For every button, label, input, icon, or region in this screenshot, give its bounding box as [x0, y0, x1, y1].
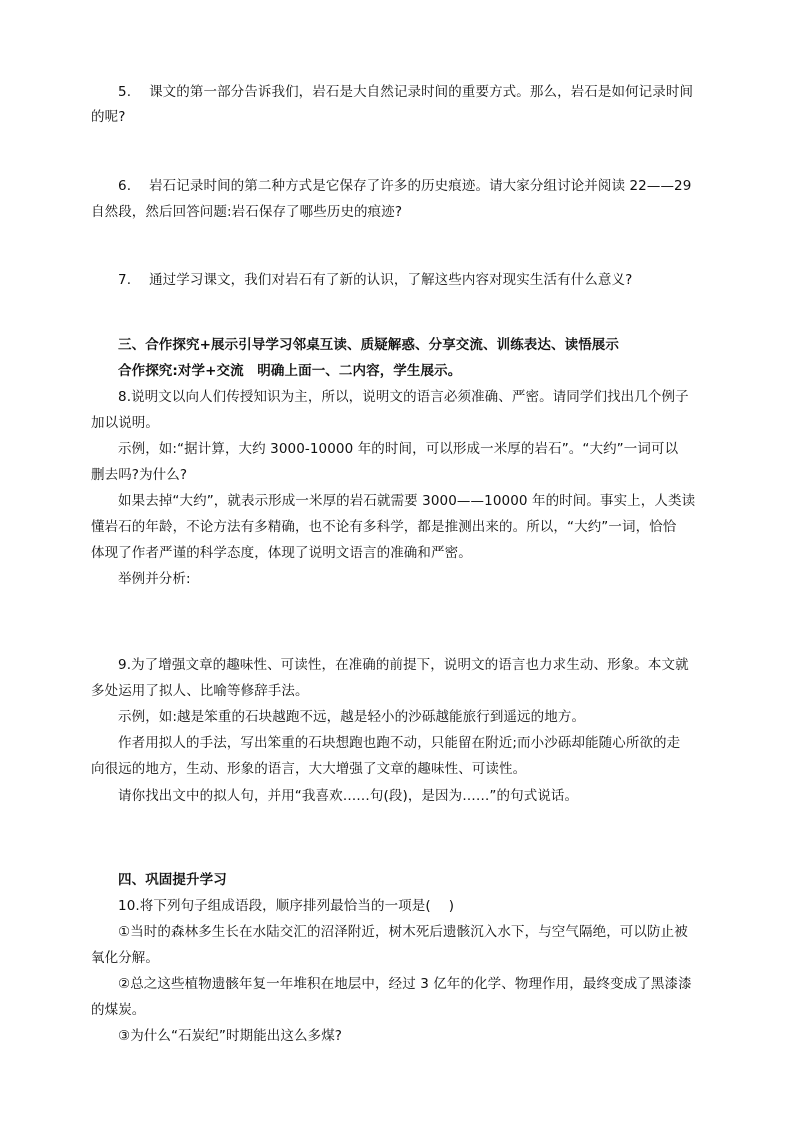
question-10-sentence-3: ③为什么“石炭纪”时期能出这么多煤?: [118, 1028, 343, 1044]
section-3-heading: 三、合作探究+展示引导学习邻桌互读、质疑解惑、分享交流、训练表达、读悟展示: [118, 337, 620, 353]
question-10-sentence-1-line-2: 氧化分解。: [91, 950, 159, 966]
question-8-line-2: 加以说明。: [91, 415, 159, 431]
question-8-answer-line-3: 体现了作者严谨的科学态度，体现了说明文语言的准确和严密。: [91, 545, 472, 561]
question-9-line-2: 多处运用了拟人、比喻等修辞手法。: [91, 683, 309, 699]
question-9-example: 示例，如:越是笨重的石块越跑不远，越是轻小的沙砾越能旅行到遥远的地方。: [118, 709, 586, 725]
section-3-subheading: 合作探究:对学+交流 明确上面一、二内容，学生展示。: [118, 363, 462, 379]
question-8-example-line-2: 删去吗?为什么?: [91, 467, 188, 483]
question-8-example-line-1: 示例，如:“据计算，大约 3000-10000 年的时间，可以形成一米厚的岩石”。“大约”一词可以: [118, 441, 679, 457]
question-10-sentence-2-line-2: 的煤炭。: [91, 1002, 146, 1018]
question-5-line-2: 的呢?: [91, 109, 126, 125]
question-8-answer-line-1: 如果去掉“大约”，就表示形成一米厚的岩石就需要 3000——10000 年的时间。事实上，人类读: [118, 493, 696, 509]
question-7-line-1: 7. 通过学习课文，我们对岩石有了新的认识，了解这些内容对现实生活有什么意义?: [118, 272, 633, 288]
section-4-heading: 四、巩固提升学习: [118, 872, 227, 888]
question-6-line-2: 自然段，然后回答问题:岩石保存了哪些历史的痕迹?: [91, 204, 403, 220]
question-10-stem: 10.将下列句子组成语段，顺序排列最恰当的一项是( ): [118, 898, 455, 914]
question-8-answer-line-2: 懂岩石的年龄，不论方法有多精确，也不论有多科学，都是推测出来的。所以，“大约”一词，恰恰: [91, 519, 677, 535]
question-5-line-1: 5. 课文的第一部分告诉我们，岩石是大自然记录时间的重要方式。那么，岩石是如何记录时间: [118, 84, 694, 100]
question-8-prompt: 举例并分析:: [118, 571, 191, 587]
question-9-line-1: 9.为了增强文章的趣味性、可读性，在准确的前提下，说明文的语言也力求生动、形象。本文就: [118, 657, 689, 673]
question-10-sentence-2-line-1: ②总之这些植物遗骸年复一年堆积在地层中，经过 3 亿年的化学、物理作用，最终变成了黑漆漆: [118, 976, 692, 992]
question-6-line-1: 6. 岩石记录时间的第二种方式是它保存了许多的历史痕迹。请大家分组讨论并阅读 22——29: [118, 178, 692, 194]
question-9-answer-line-1: 作者用拟人的手法，写出笨重的石块想跑也跑不动，只能留在附近;而小沙砾却能随心所欲的走: [118, 735, 681, 751]
question-10-sentence-1-line-1: ①当时的森林多生长在水陆交汇的沼泽附近，树木死后遗骸沉入水下，与空气隔绝，可以防止被: [118, 924, 688, 940]
question-8-line-1: 8.说明文以向人们传授知识为主，所以，说明文的语言必须准确、严密。请同学们找出几个例子: [118, 389, 689, 405]
question-9-answer-line-2: 向很远的地方，生动、形象的语言，大大增强了文章的趣味性、可读性。: [91, 761, 527, 777]
question-9-prompt: 请你找出文中的拟人句，并用“我喜欢……句(段)，是因为……”的句式说话。: [118, 788, 579, 804]
